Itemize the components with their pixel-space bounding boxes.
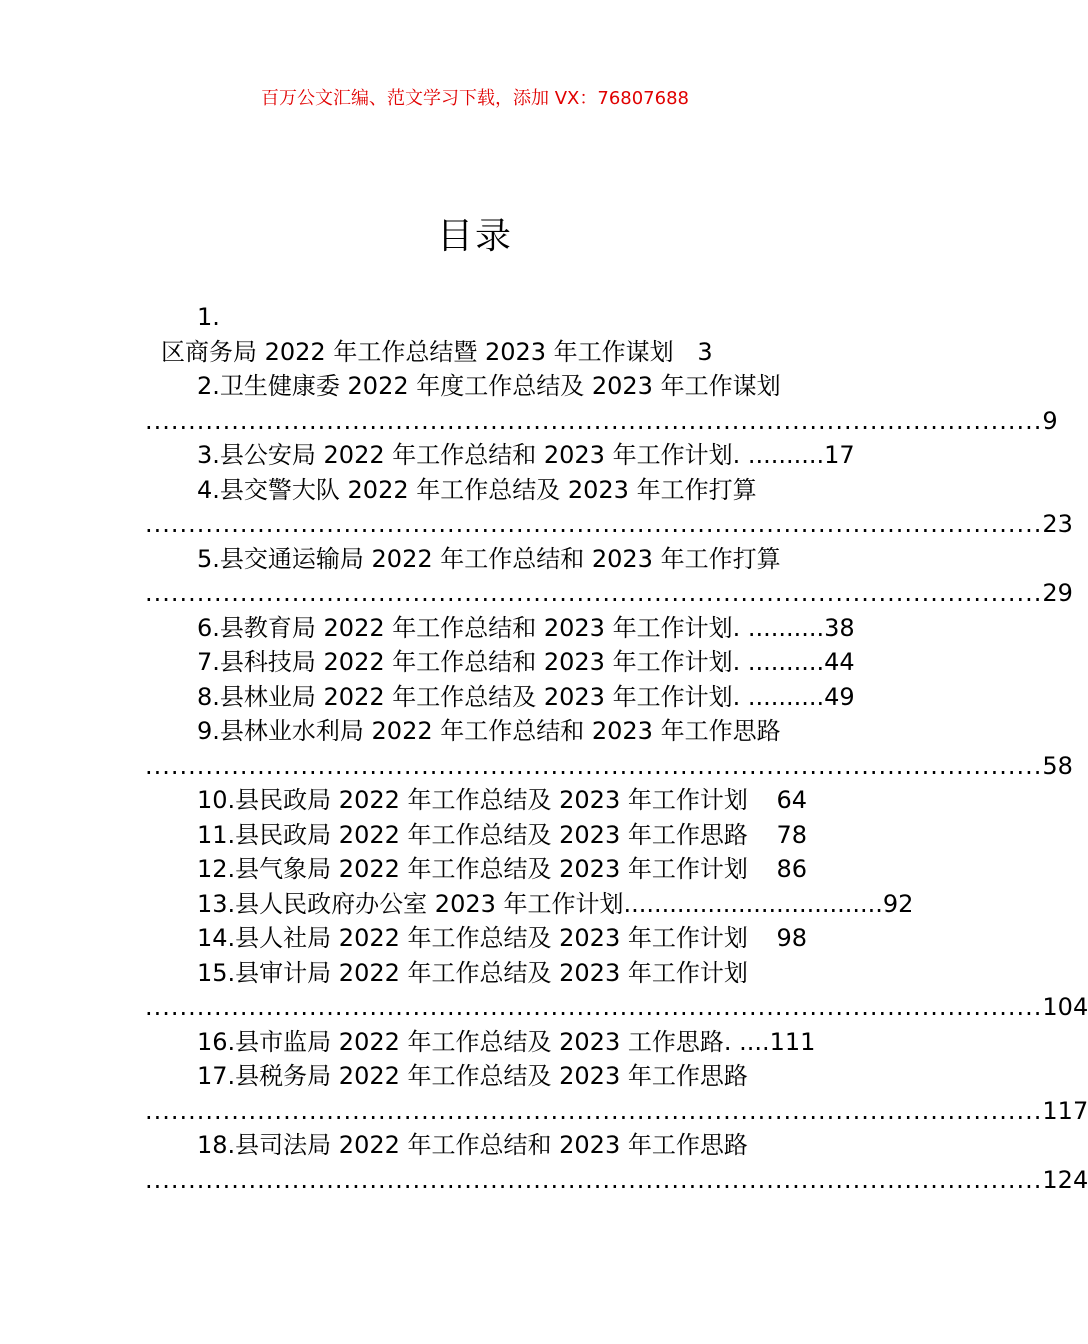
toc-entry-9[interactable] (145, 714, 807, 749)
dot-leader: . .......... (732, 648, 825, 676)
toc-entry-title: 18.县司法局 2022 年工作总结和 2023 年工作思路 (197, 1131, 748, 1159)
toc-entry-title: 10.县民政局 2022 年工作总结及 2023 年工作计划 (197, 786, 748, 814)
dot-leader: . .......... (732, 613, 825, 642)
toc-entry-page: 3 (697, 337, 713, 366)
toc-entry-10[interactable] (145, 783, 807, 818)
toc-entry-title: 15.县审计局 2022 年工作总结及 2023 年工作计划 (197, 958, 748, 987)
dot-leader: . .......... (732, 441, 825, 469)
toc-entry-title: 7.县科技局 2022 年工作总结和 2023 年工作计划 (197, 648, 733, 676)
dot-leader: ........................................................................................................ (145, 1096, 1043, 1125)
toc-entry-6[interactable] (145, 611, 855, 646)
dot-leader: . .......... (732, 682, 825, 711)
dot-leader (748, 921, 777, 956)
toc-entry-title: 8.县林业局 2022 年工作总结及 2023 年工作计划 (197, 682, 733, 711)
toc-leader (145, 1094, 1088, 1129)
toc-entry-page: 58 (1042, 751, 1073, 780)
toc-entry-1-number[interactable] (145, 300, 807, 335)
toc-entry-title: 4.县交警大队 2022 年工作总结及 2023 年工作打算 (197, 475, 757, 504)
toc-entry-8[interactable] (145, 680, 855, 715)
toc-entry-page: 23 (1042, 510, 1073, 538)
toc-entry-title: 3.县公安局 2022 年工作总结和 2023 年工作计划 (197, 441, 733, 469)
toc-leader (145, 749, 1073, 784)
toc-entry-title: 13.县人民政府办公室 2023 年工作计划 (197, 889, 624, 918)
dot-leader: .................................. (623, 889, 883, 918)
toc-entry-title: 1. (197, 303, 220, 331)
toc-entry-page: 124 (1042, 1165, 1088, 1194)
toc-leader (145, 576, 1073, 611)
toc-entry-title: 2.卫生健康委 2022 年度工作总结及 2023 年工作谋划 (197, 372, 781, 400)
toc-entry-page: 44 (824, 648, 855, 676)
toc-entry-1[interactable] (145, 335, 807, 370)
toc-leader (145, 990, 1088, 1025)
dot-leader: ........................................................................................................ (145, 751, 1043, 780)
toc-entry-title: 12.县气象局 2022 年工作总结及 2023 年工作计划 (197, 855, 748, 883)
toc-entry-title: 14.县人社局 2022 年工作总结及 2023 年工作计划 (197, 924, 748, 952)
toc-entry-title: 17.县税务局 2022 年工作总结及 2023 年工作思路 (197, 1062, 748, 1090)
dot-leader (748, 852, 777, 887)
toc-entry-page: 49 (824, 682, 855, 711)
table-of-contents (145, 300, 1088, 1197)
toc-entry-title: 6.县教育局 2022 年工作总结和 2023 年工作计划 (197, 613, 733, 642)
toc-entry-page: 78 (776, 820, 807, 849)
dot-leader: . .... (723, 1027, 770, 1056)
dot-leader (748, 783, 777, 818)
dot-leader: ........................................................................................................ (145, 1165, 1043, 1194)
toc-entry-page: 92 (882, 889, 914, 918)
toc-entry-page: 117 (1042, 1096, 1088, 1125)
toc-entry-page: 38 (824, 613, 855, 642)
dot-leader: ........................................................................................................ (145, 579, 1043, 607)
toc-entry-page: 29 (1042, 579, 1073, 607)
toc-entry-page: 111 (769, 1027, 816, 1056)
toc-entry-16[interactable] (145, 1025, 816, 1060)
toc-leader (145, 507, 1073, 542)
page-title: 目录 (436, 216, 513, 257)
toc-entry-3[interactable] (145, 438, 855, 473)
toc-entry-2[interactable] (145, 369, 807, 404)
toc-entry-title: 9.县林业水利局 2022 年工作总结和 2023 年工作思路 (197, 717, 781, 745)
toc-entry-11[interactable] (145, 818, 807, 853)
dot-leader: ........................................................................................................ (145, 993, 1043, 1021)
toc-leader (145, 1163, 1088, 1198)
toc-entry-18[interactable] (145, 1128, 807, 1163)
toc-entry-page: 9 (1042, 406, 1058, 435)
toc-entry-page: 104 (1042, 993, 1088, 1021)
toc-entry-title: 5.县交通运输局 2022 年工作总结和 2023 年工作打算 (197, 544, 781, 573)
watermark-header: 百万公文汇编、范文学习下载，添加 VX：76807688 (261, 88, 689, 109)
toc-entry-4[interactable] (145, 473, 807, 508)
toc-entry-page: 17 (824, 441, 855, 469)
toc-leader (145, 404, 1058, 439)
toc-entry-13[interactable] (145, 887, 914, 922)
dot-leader (748, 818, 777, 853)
toc-entry-12[interactable] (145, 852, 807, 887)
toc-entry-title: 区商务局 2022 年工作总结暨 2023 年工作谋划 (161, 337, 674, 366)
toc-entry-15[interactable] (145, 956, 807, 991)
dot-leader: ........................................................................................................ (145, 510, 1043, 538)
dot-leader: ........................................................................................................ (145, 406, 1043, 435)
toc-entry-page: 64 (776, 786, 807, 814)
toc-entry-title: 16.县市监局 2022 年工作总结及 2023 工作思路 (197, 1027, 724, 1056)
toc-entry-5[interactable] (145, 542, 807, 577)
toc-entry-page: 98 (776, 924, 807, 952)
toc-entry-page: 86 (776, 855, 807, 883)
toc-entry-14[interactable] (145, 921, 807, 956)
toc-entry-17[interactable] (145, 1059, 807, 1094)
toc-entry-7[interactable] (145, 645, 855, 680)
toc-entry-title: 11.县民政局 2022 年工作总结及 2023 年工作思路 (197, 820, 748, 849)
